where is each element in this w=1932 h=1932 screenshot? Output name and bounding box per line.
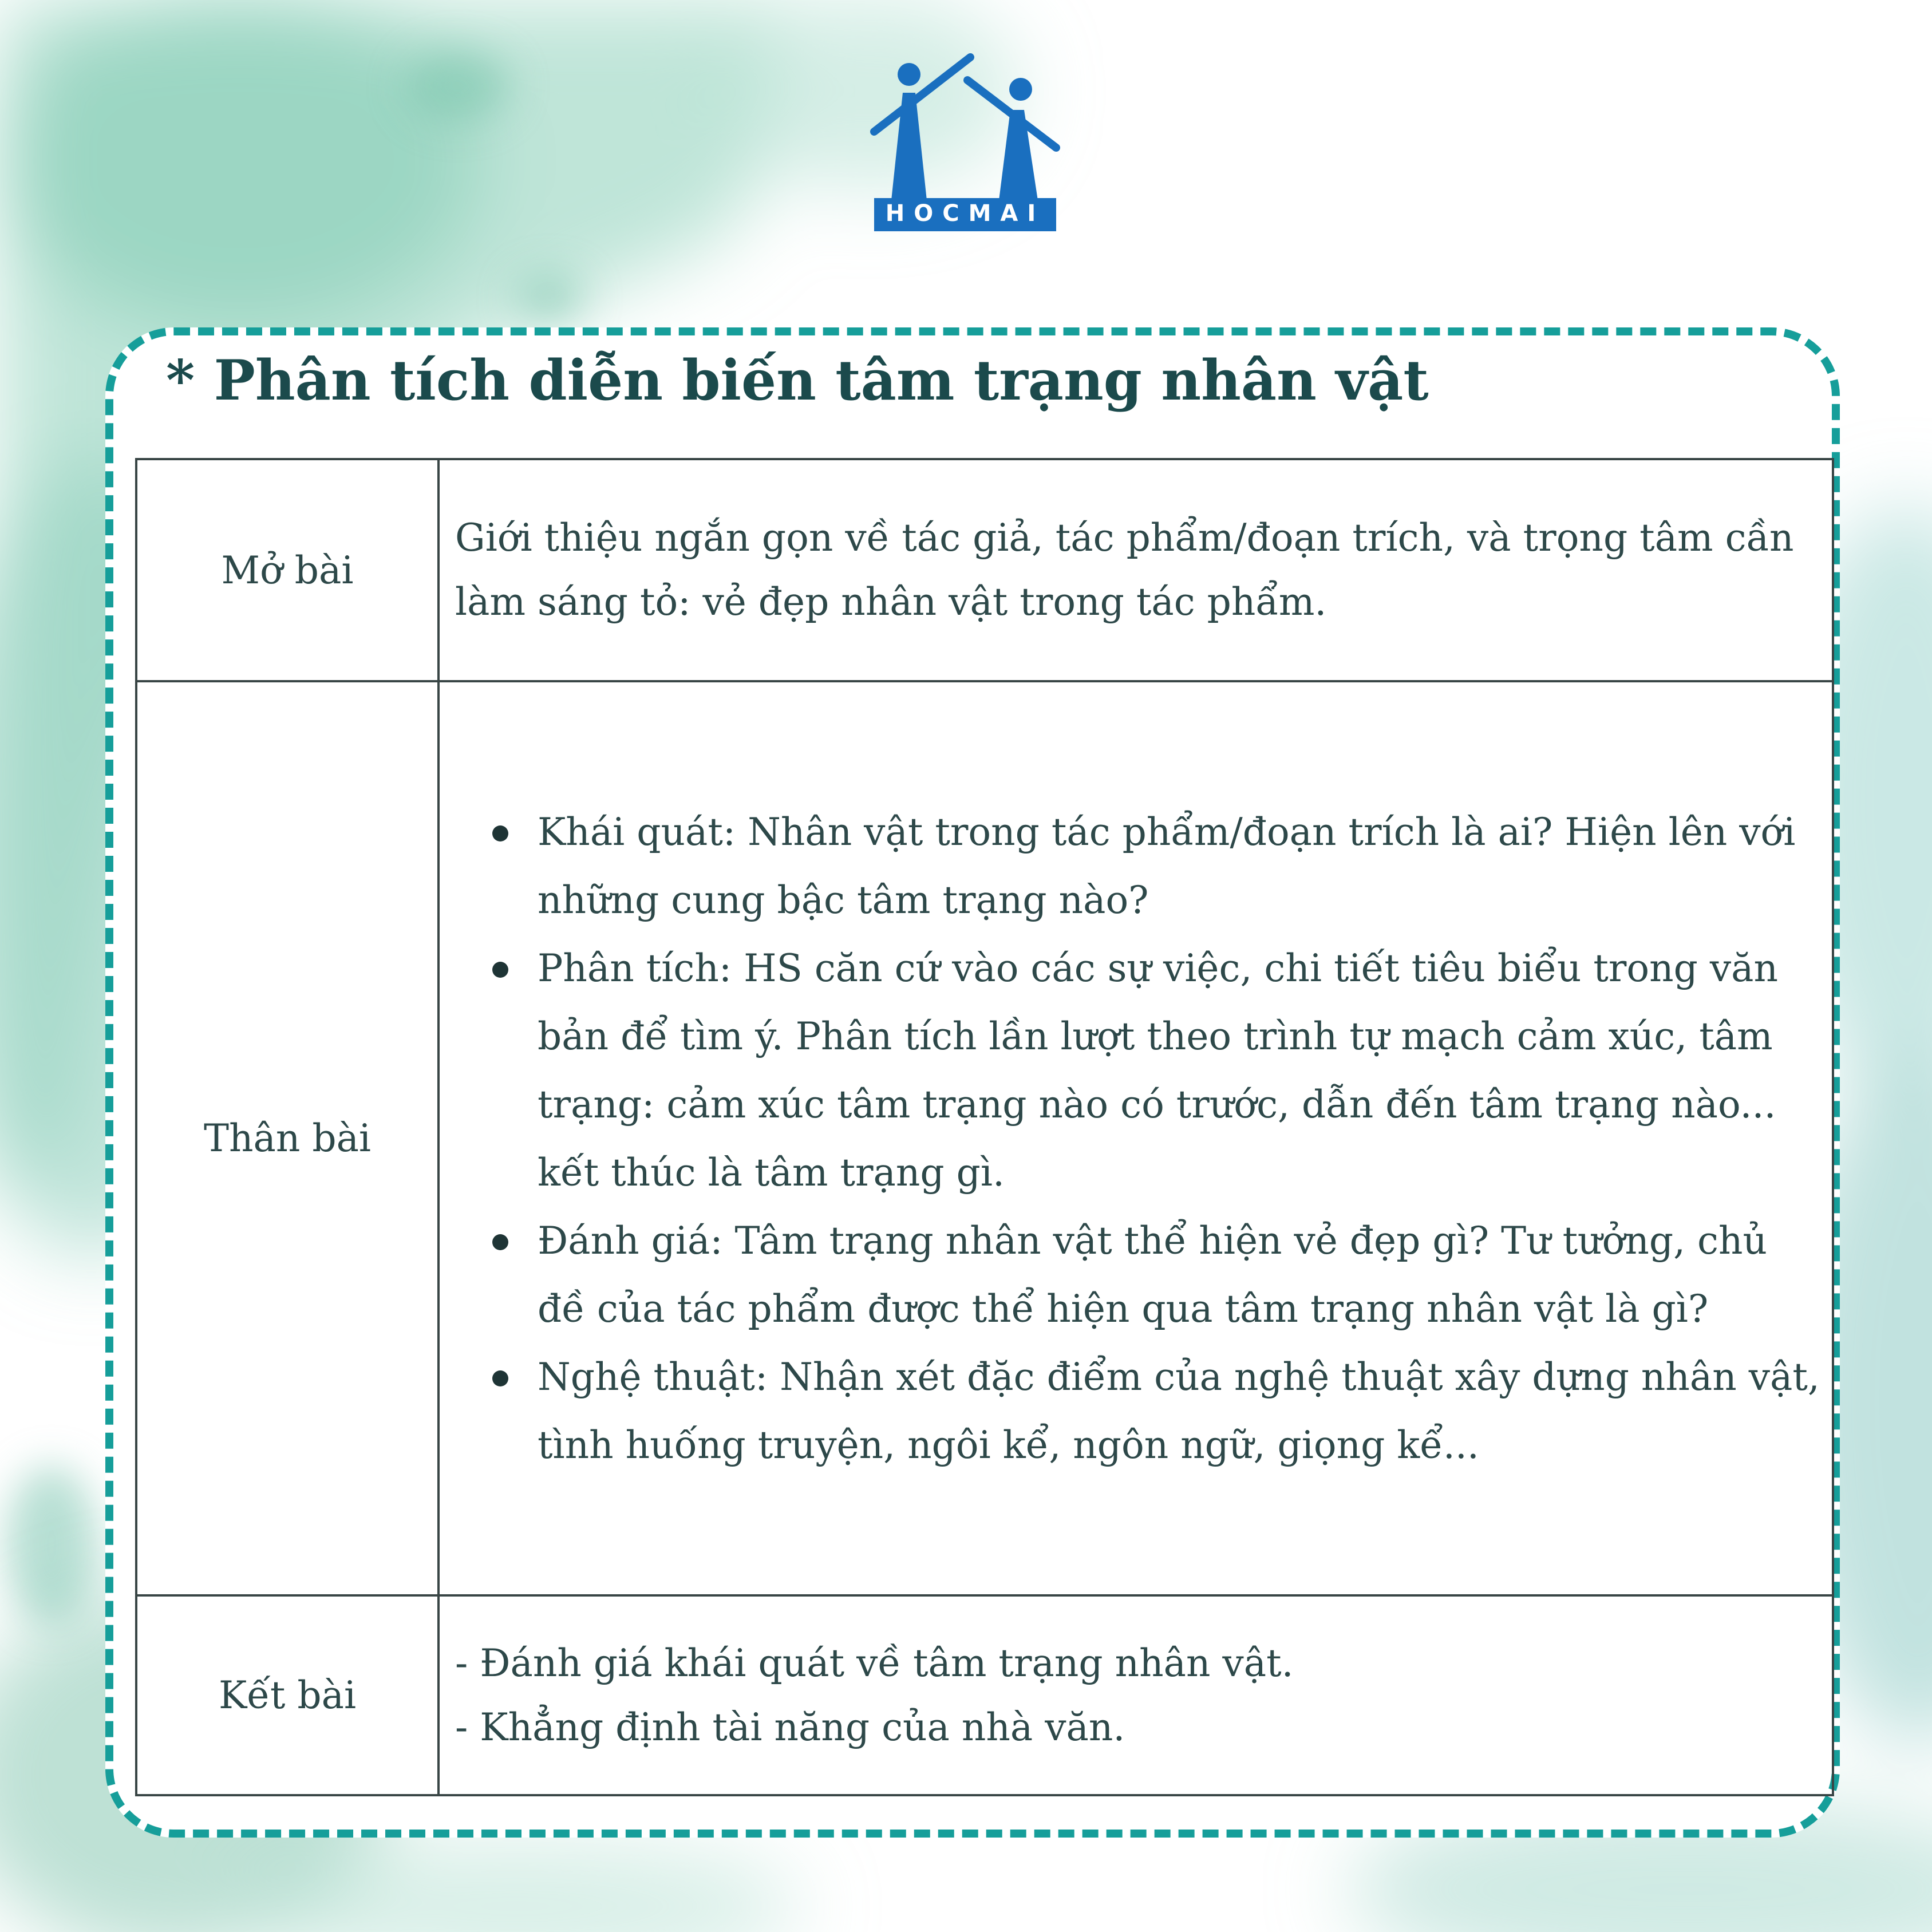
- label-ket-bai: Kết bài: [136, 1595, 438, 1795]
- bullet-text: Phân tích: HS căn cứ vào các sự việc, chi tiết tiêu biểu trong văn bản để tìm ý. Phân tích lần lượt theo trình tự mạch cảm xúc, tâm trạng: cảm xúc tâm trạng nào có trước, dẫn đến tâm trạng nào... kết thúc là tâm trạng gì.: [538, 946, 1779, 1195]
- essay-outline-table: [135, 458, 1834, 1796]
- list-item: [440, 1343, 1820, 1479]
- ket-bai-line: - Khẳng định tài năng của nhà văn.: [455, 1705, 1125, 1749]
- label-than-bai: Thân bài: [136, 681, 438, 1595]
- bullet-text: Đánh giá: Tâm trạng nhân vật thể hiện vẻ đẹp gì? Tư tưởng, chủ đề của tác phẩm được thể hiện qua tâm trạng nhân vật là gì?: [538, 1218, 1768, 1331]
- bullet-dot-icon: [492, 1370, 508, 1386]
- page-title: * Phân tích diễn biến tâm trạng nhân vật: [166, 348, 1429, 413]
- content-mo-bai: [438, 459, 1833, 681]
- content-than-bai: [438, 681, 1833, 1595]
- bullet-text: Khái quát: Nhân vật trong tác phẩm/đoạn trích là ai? Hiện lên với những cung bậc tâm trạng nào?: [538, 809, 1796, 922]
- bullet-dot-icon: [492, 825, 508, 841]
- table-row-mo-bai: [136, 459, 1833, 681]
- content-ket-bai: [438, 1595, 1833, 1795]
- list-item: [440, 1207, 1820, 1343]
- ket-bai-line: - Đánh giá khái quát về tâm trạng nhân vật.: [455, 1641, 1294, 1685]
- than-bai-bullet-list: [440, 798, 1831, 1479]
- list-item: [440, 934, 1820, 1207]
- mo-bai-text: Giới thiệu ngắn gọn về tác giả, tác phẩm/đoạn trích, và trọng tâm cần làm sáng tỏ: vẻ đẹp nhân vật trong tác phẩm.: [455, 516, 1794, 624]
- bullet-dot-icon: [492, 1234, 508, 1250]
- logo-wordmark: HOCMAI: [885, 200, 1045, 227]
- list-item: [440, 798, 1820, 934]
- label-mo-bai: Mở bài: [136, 459, 438, 681]
- bullet-dot-icon: [492, 962, 508, 978]
- table-row-than-bai: [136, 681, 1833, 1595]
- table-row-ket-bai: [136, 1595, 1833, 1795]
- bullet-text: Nghệ thuật: Nhận xét đặc điểm của nghệ thuật xây dựng nhân vật, tình huống truyện, ngôi kể, ngôn ngữ, giọng kể...: [538, 1354, 1820, 1467]
